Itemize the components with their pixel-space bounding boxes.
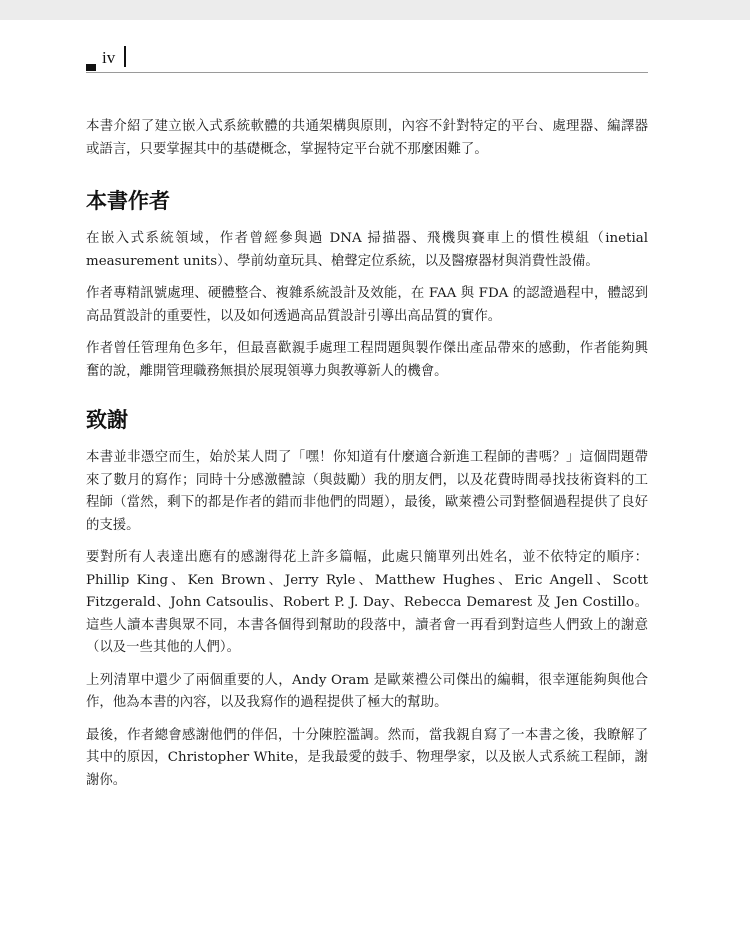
- acknowledgements-paragraph: 最後，作者總會感謝他們的伴侶，十分陳腔濫調。然而，當我親自寫了一本書之後，我瞭解了其中的原因，Christopher White，是我最愛的鼓手、物理學家，以及嵌人式系統工程師，謝謝你。: [86, 727, 648, 788]
- header-vertical-bar: [124, 46, 126, 67]
- authors-paragraph: 作者專精訊號處理、硬體整合、複雜系統設計及效能，在 FAA 與 FDA 的認證過程中，體認到高品質設計的重要性，以及如何透過高品質設計引導出高品質的實作。: [86, 286, 648, 324]
- header-marker-block: [86, 64, 96, 71]
- page-number: iv: [102, 48, 116, 67]
- running-header: [86, 46, 648, 74]
- section-title-acknowledgements: 致謝: [86, 408, 128, 432]
- top-margin-band: [0, 0, 750, 20]
- intro-paragraph: 本書介紹了建立嵌入式系統軟體的共通架構與原則，內容不針對特定的平台、處理器、編譯器或語言，只要掌握其中的基礎概念，掌握特定平台就不那麼困難了。: [86, 119, 648, 157]
- page-content: [86, 116, 648, 792]
- acknowledgements-paragraph: 上列清單中還少了兩個重要的人，Andy Oram 是歐萊禮公司傑出的編輯，很幸運能夠與他合作，他為本書的內容，以及我寫作的過程提供了極大的幫助。: [86, 672, 648, 710]
- acknowledgements-paragraph: 要對所有人表達出應有的感謝得花上許多篇幅，此處只簡單列出姓名，並不依特定的順序：Phillip King、Ken Brown、Jerry Ryle、Matthew Hughes、Eric Angell、Scott Fitzgerald、John Catsoulis、Robert P. J. Day、Rebecca Demarest 及 Jen Costillo。這些人讀本書與眾不同，本書各個得到幫助的段落中，讀者會一再看到對這些人們致上的謝意（以及一些其他的人們）。: [86, 550, 648, 655]
- header-rule: [86, 72, 648, 73]
- acknowledgements-paragraph: 本書並非憑空而生，始於某人問了「嘿！你知道有什麼適合新進工程師的書嗎？」這個問題帶來了數月的寫作；同時十分感激體諒（與鼓勵）我的朋友們，以及花費時間尋找技術資料的工程師（當然，剩下的都是作者的錯而非他們的問題），最後，歐萊禮公司對整個過程提供了良好的支援。: [86, 450, 648, 533]
- authors-paragraph: 在嵌入式系統領域，作者曾經參與過 DNA 掃描器、飛機與賽車上的慣性模組（inetial measurement units）、學前幼童玩具、槍聲定位系統，以及醫療器材與消費性設備。: [86, 231, 648, 269]
- section-title-authors: 本書作者: [86, 189, 170, 213]
- authors-paragraph: 作者曾任管理角色多年，但最喜歡親手處理工程問題與製作傑出產品帶來的感動，作者能夠興奮的說，離開管理職務無損於展現領導力與教導新人的機會。: [86, 341, 648, 379]
